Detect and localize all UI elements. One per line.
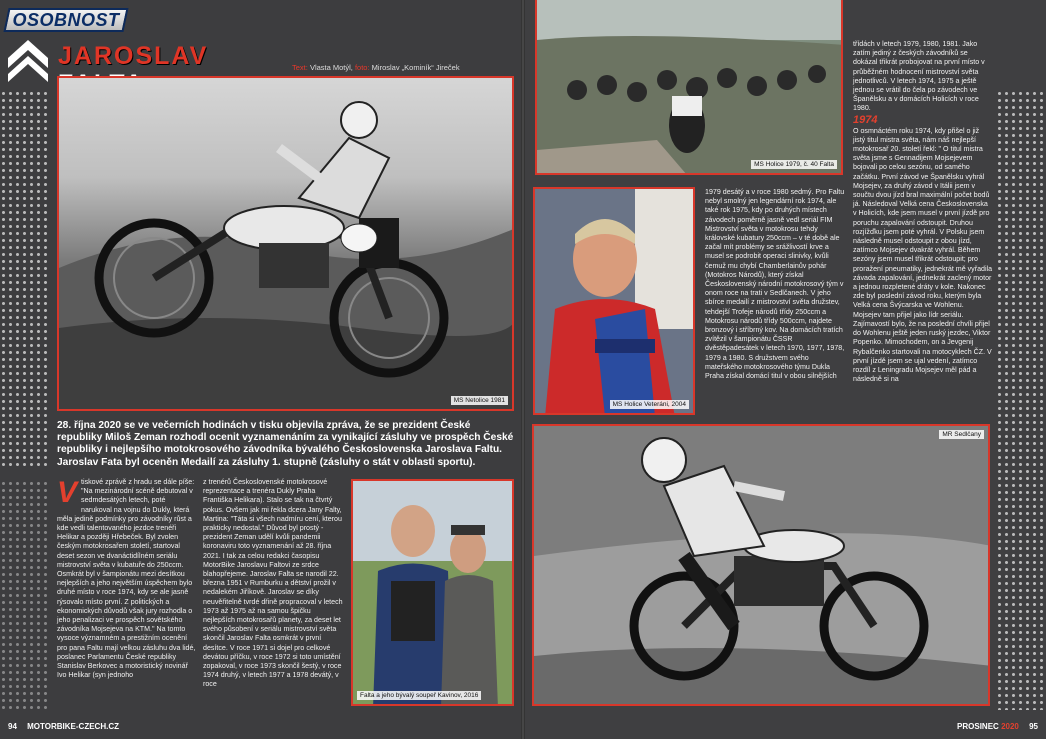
motocross-landing-illustration [534, 426, 990, 706]
halftone-dots-left [0, 90, 50, 470]
article-lead: 28. října 2020 se ve večerních hodinách v tisku objevila zpráva, že se prezident České republiky Miloš Zeman rozhodl ocenit vyznamenáním za vynikající zásluhy ve prospěch České republiky i nejlepšího motokrosového závodníka bývalého Československa Jaroslava Faltu. Jaroslav Fata byl oceněn Medailí za zásluhy 1. stupně (zásluhy o stát v oblasti sportu). [57, 420, 514, 468]
footer-left [8, 722, 119, 731]
page-number-left: 94 [8, 722, 17, 731]
footer-right [957, 722, 1038, 731]
body-column-4-intro: třídách v letech 1979, 1980, 1981. Jako zatím jediný z českých závodníků se dokázal třikrát probojovat na první místo v průběžném hodnocení mistrovství světa jednotlivců. V letech 1974, 1975 a ještě jednou se vrátil do čela po závodech ve Španělsku a v domácích Holicích v roce 1980. [853, 40, 985, 113]
credits-author: Vlasta Motýl, [309, 63, 353, 72]
body-column-3: 1979 desátý a v roce 1980 sedmý. Pro Faltu nebyl smolný jen legendární rok 1974, ale také rok 1975, kdy po druhých místech závodech poměrně jasně vedl seriál FIM Mistrovství světa v motokrosu tehdy královské kubatury 250ccm – v té době ale začal mít problémy se srážlivostí krve a musel se podrobit operaci slinivky, kvůli čemuž mu chybí Chamberlainův pohár (Motokros Národů), který získal Československý národní motokrosový tým v onom roce na trati v Sedlčanech. V jeho sbírce medailí z mistrovství světa družstev, tehdejší Trofeje národů třídy 250ccm a Motokrosu národů třídy 500ccm, najdete bronzový i stříbrný kov. Na domácích tratích zvítězil v šampionátu ČSSR dvěstěpadesátek v letech 1970, 1977, 1978, 1979 a 1980. S družstvem svého mateřského motokrosového týmu Dukla Praha získal domácí titul v obou silnějších [705, 188, 845, 381]
body-column-4 [853, 40, 993, 384]
section-label: OSOBNOST [12, 10, 120, 30]
race-pack-illustration [537, 0, 843, 175]
body-column-1-text: tiskové zprávě z hradu se dále píše: "Na mezinárodní scéně debutoval v sedmdesátých letech, poté narukoval na vojnu do Dukly, která měla jedině podmínky pro závodníky růst a kde vedli talentovaného jezdce trenéři Helikar a později Hřebeček. Byl zvolen českým motokrosařem století, startoval deset sezon ve dvanáctidílném seriálu mistrovství světa v kubatuře do 250ccm. Osmkrát byl v šampionátu mezi desítkou nejlepších a jeho největším úspěchem bylo druhé místo v roce 1974, kdy se ale jasně rýsovalo místo první. Z politických a ekonomických důvodů však jury rozhodla o jeho penalizaci ve prospěch sovětského závodníka Mojsejeva na KTM." Na tomto vysoce významném a prestižním ocenění pro pana Faltu mají velkou zásluhu dva lidé, poslanec Parlamentu České republiky Stanislav Berkovec a motoristický novinář Ivo Helikar (syn jednoho [57, 478, 196, 680]
footer-year: 2020 [1001, 722, 1019, 731]
footer-month: PROSINEC [957, 722, 999, 731]
photo-race-start [535, 0, 843, 175]
caption-jump-photo: MR Sedlčany [939, 430, 984, 439]
halftone-dots-bottom-left [0, 480, 50, 710]
footer-site: MOTORBIKE-CZECH.CZ [27, 722, 119, 731]
portrait-illustration [535, 189, 695, 415]
section-badge [3, 8, 128, 32]
title-first-name: JAROSLAV [58, 42, 209, 70]
credits-photo-label: foto: [354, 63, 370, 72]
photo-main-jump [57, 76, 514, 411]
chevron-up-icon [8, 38, 48, 82]
page-gutter [521, 0, 525, 739]
credits [292, 63, 460, 72]
year-subheading: 1974 [853, 113, 878, 126]
page-number-right: 95 [1029, 722, 1038, 731]
credits-text-label: Text: [292, 63, 308, 72]
veterans-illustration [353, 481, 514, 706]
photo-portrait [533, 187, 695, 415]
photo-jump-sedlcany [532, 424, 990, 706]
photo-veterans [351, 479, 514, 706]
motocross-jump-illustration [59, 78, 514, 411]
credits-photographer: Miroslav „Kominík“ Jireček [371, 63, 460, 72]
halftone-dots-right [996, 90, 1046, 710]
caption-veterans-photo: Falta a jeho bývalý soupeř Kavinov, 2016 [357, 691, 481, 700]
caption-main-photo: MS Netolice 1981 [451, 396, 508, 405]
drop-cap: V [57, 476, 78, 509]
body-column-2: z trenérů Československé motokrosové reprezentace a trenéra Dukly Praha Františka Helikara). Stalo se tak na čtvrtý pokus. Ovšem jak mi řekla dcera Jany Falty, Martina: "Táta si všech nadmíru cení, kterou prakticky nedostal." Důvod byl prostý - prezident Zeman udělí kvůli pandemii koronaviru toto vyznamenání až 28. října 2021. I tak za celou redakci časopisu MotorBike Jaroslavu Faltovi ze srdce blahopřejeme. Jaroslav Falta se narodil 22. března 1951 v Rumburku a dětství prožil v nedalekém Jiříkově. Jaroslav se díky neuvěřitelně tvrdé dřině propracoval v letech 1973 až 1975 až na samou špičku nejlepších motokrosařů planety, za deset let svého působení v seriálu mistrovství světa skončil Jaroslav Falta osmkrát v první desítce. V roce 1971 si dojel pro celkové devátou příčku, v roce 1972 si toto umístění zopakoval, v roce 1973 skončil šestý, v roce 1974 druhý, v letech 1977 a 1978 devátý, v roce [203, 478, 343, 689]
caption-portrait-photo: MS Holice Veteráni, 2004 [610, 400, 689, 409]
body-column-1 [57, 478, 197, 680]
caption-race-photo: MS Holice 1979, č. 40 Falta [751, 160, 837, 169]
body-column-4-text: O osmnáctém roku 1974, kdy přišel o již jistý titul mistra světa, nám náš nejlepší motokrosař 20. století řekl: " O titul mistra světa jsme s Gennadijem Mojsejevem bojovali po celou sezónu, od samého začátku. První závod ve Španělsku vyhrál Mojsejev, za druhý závod v Itálii jsem v součtu dvou jízd bral maximální počet bodů já. Následoval Velká cena Československa v Holicích, kde jsem musel v první jízdě pro poruchu zapalování odstoupit. Druhou rozjížďku jsem poté vyhrál. V Polsku jsem následně musel odstoupit z obou jízd, zatímco Mojsejev dvakrát vyhrál. Během sezóny jsem musel třikrát odstoupit; pro proražení pneumatiky, jednekrát mě vyřadila závada zapalování, jednekrát zaclený motor a jednou rozpletené dráty v kole. Nakonec zde byl poslední závod roku, kterým byla Velká cena Švýcarska ve Wohlenu. Mojsejev tam přijel jako lídr seriálu. Zajímavostí bylo, že na poslední chvíli přijel do Wohlenu ještě jeden ruský jezdec, Viktor Popenko. Mimochodem, on a Jevgenij Rybalčenko startovali na motocyklech ČZ. V první jízdě jsem se ujal vedení, zatímco rozdíl z Leningradu Mojsejev měl pád a následně si na [853, 126, 993, 384]
